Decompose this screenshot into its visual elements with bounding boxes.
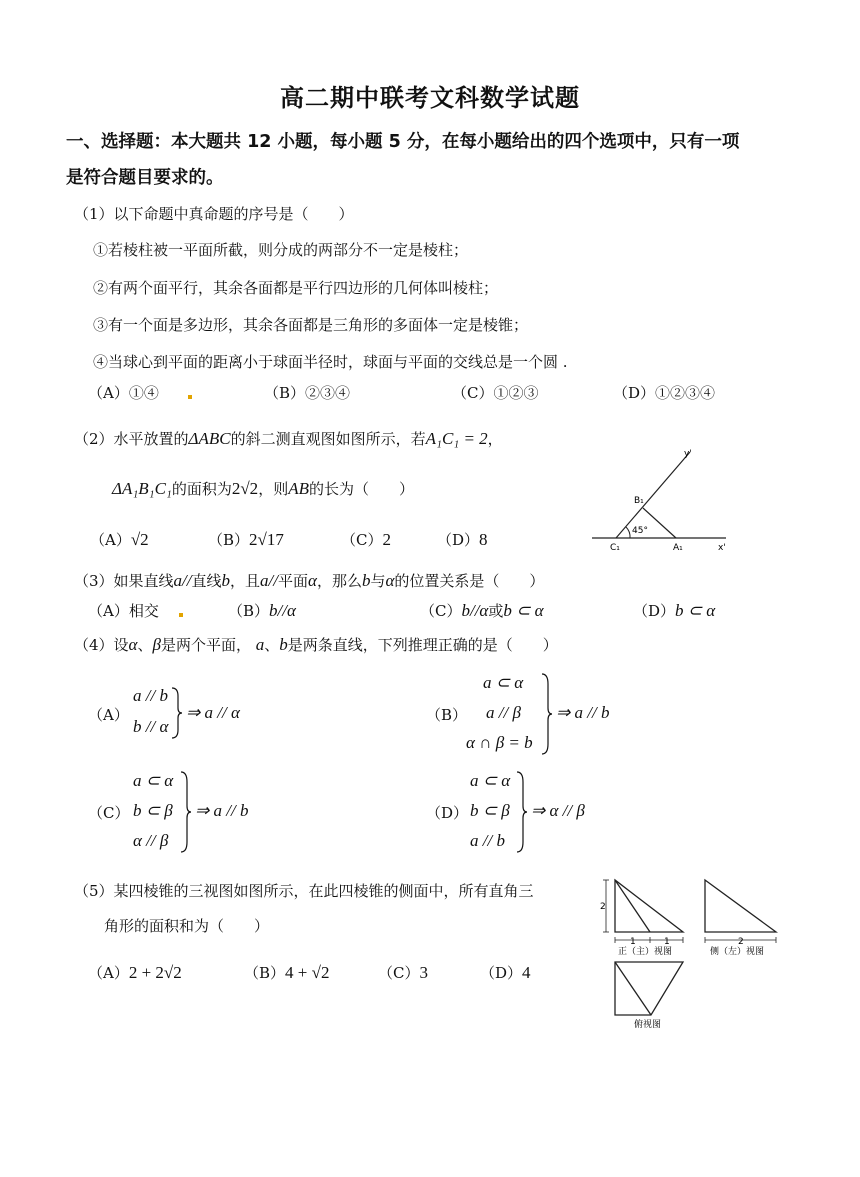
width-label-1: 1	[630, 937, 636, 947]
option-label: （C）	[420, 602, 462, 620]
q3-text: 的位置关系是（ ）	[394, 572, 545, 590]
option-label: （A）	[88, 964, 129, 982]
q5-stem-line1: （5）某四棱锥的三视图如图所示，在此四棱锥的侧面中，所有直角三	[74, 882, 534, 900]
q4-var-a: a	[255, 635, 265, 654]
q3-option-c[interactable]	[420, 600, 544, 621]
q4-sep: 、	[264, 636, 280, 654]
q3-stem	[74, 570, 544, 591]
option-label: （A）	[88, 706, 129, 724]
q5-option-d[interactable]	[480, 962, 531, 983]
side-width-label: 2	[738, 937, 744, 947]
q3-text: （3）如果直线	[74, 572, 174, 590]
top-view-label: 俯视图	[634, 1020, 662, 1030]
option-label: （B）	[228, 602, 270, 620]
side-view	[705, 880, 776, 957]
angle-label: 45°	[632, 526, 648, 536]
page-title: 高二期中联考文科数学试题	[280, 84, 580, 112]
right-brace	[170, 686, 184, 740]
q3-text: 平面	[277, 572, 308, 590]
q3-var-a: a	[173, 571, 183, 590]
q4-stem	[74, 634, 558, 655]
section-heading-line1: 一、选择题：本大题共 12 小题，每小题 5 分，在每小题给出的四个选项中，只有一项	[66, 132, 740, 152]
option-value: √2	[130, 530, 149, 549]
option-label: （D）	[426, 804, 469, 822]
q2-condition: A₁C₁ = 2	[425, 429, 488, 448]
option-label: （A）	[90, 531, 131, 549]
option-value: 4	[522, 963, 531, 982]
q3-text: 直线	[191, 572, 222, 590]
b1-label: B₁	[634, 496, 644, 506]
q3-parallel: //	[182, 571, 192, 590]
option-label: （D）	[633, 602, 676, 620]
c1-label: C₁	[610, 543, 620, 553]
premise: a ⊂ α	[133, 771, 174, 790]
q2-triangle-a1b1c1: ΔA₁B₁C₁	[112, 479, 172, 498]
q3-alpha: α	[385, 571, 395, 590]
q5-stem-line2: 角形的面积和为（ ）	[104, 917, 270, 935]
option-label: （D）	[437, 531, 480, 549]
option-label: （B）	[426, 706, 468, 724]
q2-triangle-abc: ΔABC	[188, 429, 231, 448]
q3-var-b: b	[221, 571, 231, 590]
option-label: （C）	[341, 531, 383, 549]
q3-option-a[interactable]: （A）相交	[88, 602, 159, 620]
q1-statement-2: ②有两个面平行，其余各面都是平行四边形的几何体叫棱柱；	[93, 279, 499, 297]
right-brace	[179, 770, 193, 854]
q5-option-c[interactable]	[378, 962, 428, 983]
premise: a // b	[470, 831, 505, 850]
q2-stem-text-2: 的斜二测直观图如图所示，若	[230, 430, 426, 448]
premise: a ⊂ α	[470, 771, 511, 790]
option-value: 8	[479, 530, 488, 549]
premise: a ⊂ α	[483, 673, 524, 692]
option-value: b//α	[269, 601, 296, 620]
q5-three-view-figure	[598, 872, 788, 1032]
height-label: 2	[600, 902, 606, 912]
premise: α ∩ β = b	[466, 733, 533, 752]
option-value: 2	[382, 530, 391, 549]
q2-option-a[interactable]	[90, 529, 149, 550]
q2-option-c[interactable]	[341, 529, 391, 550]
q3-text: ，且	[230, 572, 261, 590]
q1-statement-1: ①若棱柱被一平面所截，则分成的两部分不一定是棱柱；	[93, 241, 469, 259]
option-value: b ⊂ α	[675, 601, 716, 620]
q3-var-b: b	[361, 571, 371, 590]
option-value-2: b ⊂ α	[503, 601, 544, 620]
conclusion: ⇒ α // β	[531, 801, 585, 820]
premise: a // β	[486, 703, 521, 722]
y-label: y'	[684, 449, 692, 459]
q4-alpha: α	[128, 635, 138, 654]
q1-stem: （1）以下命题中真命题的序号是（ ）	[74, 205, 354, 223]
q1-statement-3: ③有一个面是多边形，其余各面都是三角形的多面体一定是棱锥；	[93, 316, 529, 334]
q4-text: （4）设	[74, 636, 129, 654]
q2-area-value: 2√2	[231, 479, 259, 498]
option-value: 3	[419, 963, 428, 982]
q2-comma: ，	[487, 430, 503, 448]
q2-ab: AB	[288, 479, 309, 498]
conclusion: ⇒ a // α	[186, 703, 240, 722]
q3-alpha: α	[308, 571, 317, 590]
option-value: 2√17	[249, 530, 284, 549]
premise: b ⊂ β	[133, 801, 173, 820]
q2-option-b[interactable]	[208, 529, 284, 550]
premise: b // α	[133, 717, 169, 736]
q2-stem-line1	[74, 428, 503, 449]
q3-text: ，那么	[316, 572, 362, 590]
q2-figure	[588, 442, 738, 554]
side-view-label: 侧（左）视图	[710, 947, 765, 957]
q1-option-b[interactable]: （B）②③④	[264, 384, 351, 402]
conclusion: ⇒ a // b	[556, 703, 610, 722]
right-brace	[515, 770, 529, 854]
q4-beta: β	[152, 635, 161, 654]
top-view	[615, 962, 683, 1030]
q4-sep: 、	[137, 636, 153, 654]
q2-stem-text: （2）水平放置的	[74, 430, 189, 448]
premise: b ⊂ β	[470, 801, 510, 820]
right-brace	[540, 672, 554, 756]
option-label: （C）	[378, 964, 420, 982]
option-value: b//α	[461, 601, 489, 620]
front-view-label: 正（主）视图	[618, 947, 673, 957]
q2-option-d[interactable]	[437, 529, 488, 550]
a1-label: A₁	[673, 543, 683, 553]
option-or: 或	[488, 602, 504, 620]
q1-statement-4: ④当球心到平面的距离小于球面半径时，球面与平面的交线总是一个圆 .	[93, 353, 568, 371]
width-label-2: 1	[664, 937, 670, 947]
angle-arc	[626, 527, 630, 538]
q2-area-text: 的面积为	[171, 480, 232, 498]
option-label: （B）	[208, 531, 250, 549]
highlight-mark	[188, 395, 192, 399]
premise: α // β	[133, 831, 169, 850]
premise: a // b	[133, 686, 168, 705]
q1-option-a[interactable]: （A）①④	[88, 384, 159, 402]
highlight-mark	[179, 613, 183, 617]
q4-text: 是两条直线，下列推理正确的是（ ）	[287, 636, 558, 654]
q2-length-text: 的长为（ ）	[308, 480, 414, 498]
option-label: （C）	[88, 804, 130, 822]
option-value: 2 + 2√2	[128, 963, 182, 982]
option-value: 4 + √2	[285, 963, 330, 982]
q3-option-b[interactable]	[228, 600, 296, 621]
q2-stem-line2	[112, 478, 414, 499]
q3-parallel: //	[268, 571, 278, 590]
y-axis	[616, 452, 690, 538]
option-label: （D）	[480, 964, 523, 982]
q4-var-b: b	[279, 635, 288, 654]
q4-text: 是两个平面，	[160, 636, 251, 654]
q1-option-d[interactable]: （D）①②③④	[613, 384, 716, 402]
q2-then-text: ，则	[258, 480, 289, 498]
q3-var-a: a	[260, 571, 269, 590]
x-label: x'	[718, 543, 726, 553]
front-view	[600, 880, 683, 957]
section-heading-line2: 是符合题目要求的。	[66, 168, 224, 188]
option-label: （B）	[244, 964, 286, 982]
q5-option-b[interactable]	[244, 962, 329, 983]
q3-text: 与	[370, 572, 386, 590]
q3-option-d[interactable]	[633, 600, 715, 621]
q1-option-c[interactable]: （C）①②③	[452, 384, 539, 402]
conclusion: ⇒ a // b	[195, 801, 249, 820]
q5-option-a[interactable]	[88, 962, 182, 983]
